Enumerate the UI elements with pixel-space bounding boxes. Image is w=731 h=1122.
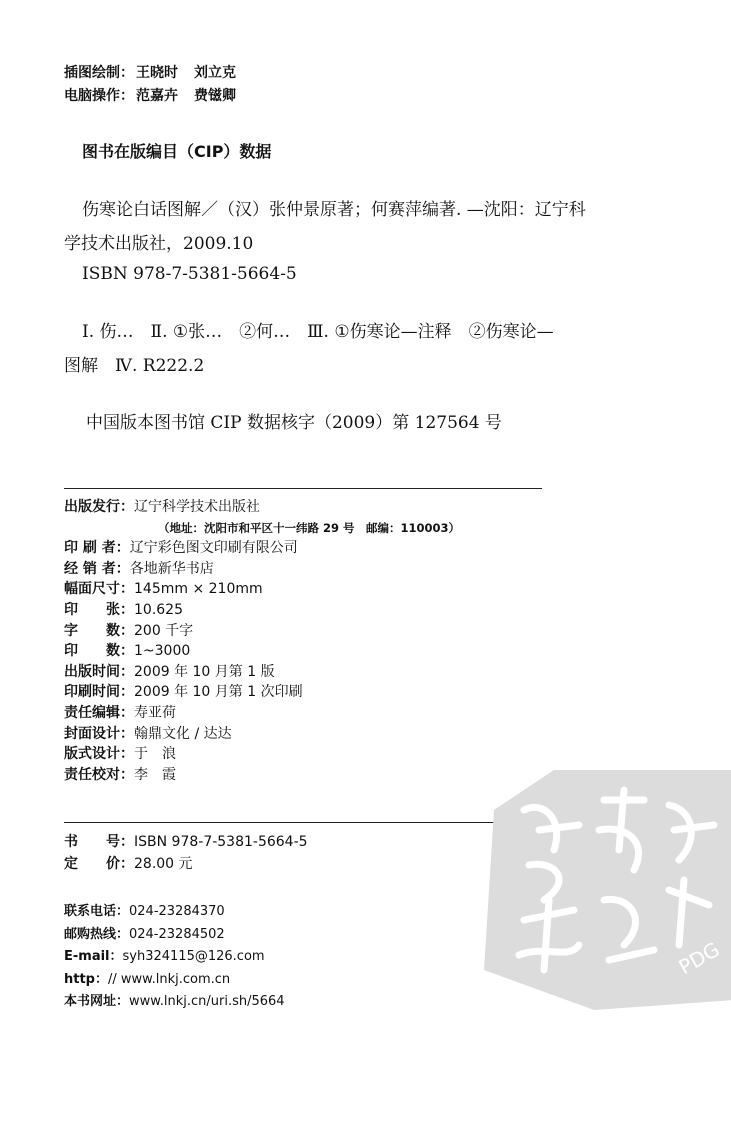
info-value: ISBN 978-7-5381-5664-5 [134, 834, 308, 850]
info-row [64, 744, 460, 765]
info-label: 印 刷 者： [64, 540, 130, 557]
info-value: 寿亚荷 [134, 704, 176, 721]
publisher-name: 辽宁科学技术出版社 [134, 499, 260, 515]
info-value: 翰鼎文化 / 达达 [134, 725, 232, 742]
info-value: 李 霞 [134, 766, 176, 783]
contact-label: 邮购热线： [64, 926, 130, 942]
info-row [64, 724, 460, 745]
book-number-row [64, 831, 308, 853]
contact-info [64, 901, 285, 1014]
info-value: 2009 年 10 月第 1 版 [134, 663, 275, 680]
info-row [64, 765, 460, 786]
price-row [64, 853, 308, 875]
info-value: 1~3000 [134, 643, 191, 660]
contact-row [64, 946, 285, 969]
contact-value: www.lnkj.cn/uri.sh/5664 [129, 994, 285, 1009]
credit-name: 费镃卿 [194, 88, 236, 104]
info-row [64, 579, 460, 600]
info-row [64, 559, 460, 580]
contact-row [64, 901, 285, 924]
info-label: 责任编辑： [64, 704, 134, 721]
cip-isbn: ISBN 978-7-5381-5664-5 [82, 264, 297, 284]
contact-value: 024-23284370 [129, 904, 225, 919]
divider [64, 822, 542, 823]
publication-info [64, 497, 460, 785]
info-label: 印刷时间： [64, 684, 134, 701]
info-row [64, 682, 460, 703]
info-value: 辽宁彩色图文印刷有限公司 [129, 540, 298, 557]
contact-label: 本书网址： [64, 994, 130, 1009]
watermark-text: PDG [674, 937, 724, 980]
contact-row [64, 969, 285, 992]
credit-label: 插图绘制： [64, 65, 134, 81]
info-value: 于 浪 [134, 746, 176, 763]
info-value: 2009 年 10 月第 1 次印刷 [134, 684, 303, 701]
info-row [64, 641, 460, 662]
info-label: 出版时间： [64, 663, 134, 680]
info-label: 版式设计： [64, 746, 134, 763]
info-row [64, 703, 460, 724]
contact-value: // www.lnkj.com.cn [108, 971, 231, 987]
info-label: 出版发行： [64, 499, 134, 515]
contact-label: http： [64, 971, 108, 987]
info-value: 145mm × 210mm [134, 581, 263, 598]
info-value: 各地新华书店 [129, 560, 214, 577]
info-label: 定 价： [64, 856, 134, 872]
credit-name: 王晓时 [136, 65, 178, 81]
contact-label: E-mail： [64, 949, 123, 964]
info-value: 28.00 元 [134, 856, 193, 872]
cip-classification-cont: 图解 Ⅳ. R222.2 [64, 356, 205, 376]
contact-row [64, 991, 285, 1014]
publisher-address: （地址：沈阳市和平区十一纬路 29 号 邮编：110003） [158, 520, 461, 535]
contact-label: 联系电话： [64, 904, 130, 919]
info-label: 封面设计： [64, 725, 134, 742]
info-value: 10.625 [134, 601, 183, 618]
info-row [64, 538, 460, 559]
credit-label: 电脑操作： [64, 88, 134, 104]
credit-name: 刘立克 [194, 65, 236, 81]
info-label: 幅面尺寸： [64, 581, 134, 598]
divider [64, 488, 542, 489]
info-value: 200 千字 [134, 622, 194, 639]
cip-classification: Ⅰ. 伤… Ⅱ. ①张… ②何… Ⅲ. ①伤寒论—注释 ②伤寒论— [82, 322, 554, 342]
cip-heading: 图书在版编目（CIP）数据 [82, 142, 272, 161]
cip-description-cont: 学技术出版社，2009.10 [64, 234, 254, 254]
price-info [64, 831, 308, 875]
contact-value: syh324115@126.com [122, 949, 265, 964]
contact-value: 024-23284502 [129, 926, 225, 942]
info-row [64, 662, 460, 683]
info-label: 字 数： [64, 622, 134, 639]
cip-description: 伤寒论白话图解／（汉）张仲景原著；何赛萍编著. —沈阳：辽宁科 [82, 200, 586, 220]
pdg-watermark-seal [484, 770, 731, 1015]
info-label: 印 张： [64, 601, 134, 618]
contact-row [64, 924, 285, 947]
credits-block [64, 62, 236, 108]
info-label: 责任校对： [64, 766, 134, 783]
info-label: 经 销 者： [64, 560, 130, 577]
publisher-row [64, 497, 460, 518]
cip-number: 中国版本图书馆 CIP 数据核字（2009）第 127564 号 [86, 413, 502, 433]
credit-computer [64, 85, 236, 108]
credit-illustration [64, 62, 236, 85]
info-row [64, 600, 460, 621]
info-label: 书 号： [64, 834, 134, 850]
info-label: 印 数： [64, 643, 134, 660]
credit-name: 范嘉卉 [136, 88, 178, 104]
info-row [64, 621, 460, 642]
